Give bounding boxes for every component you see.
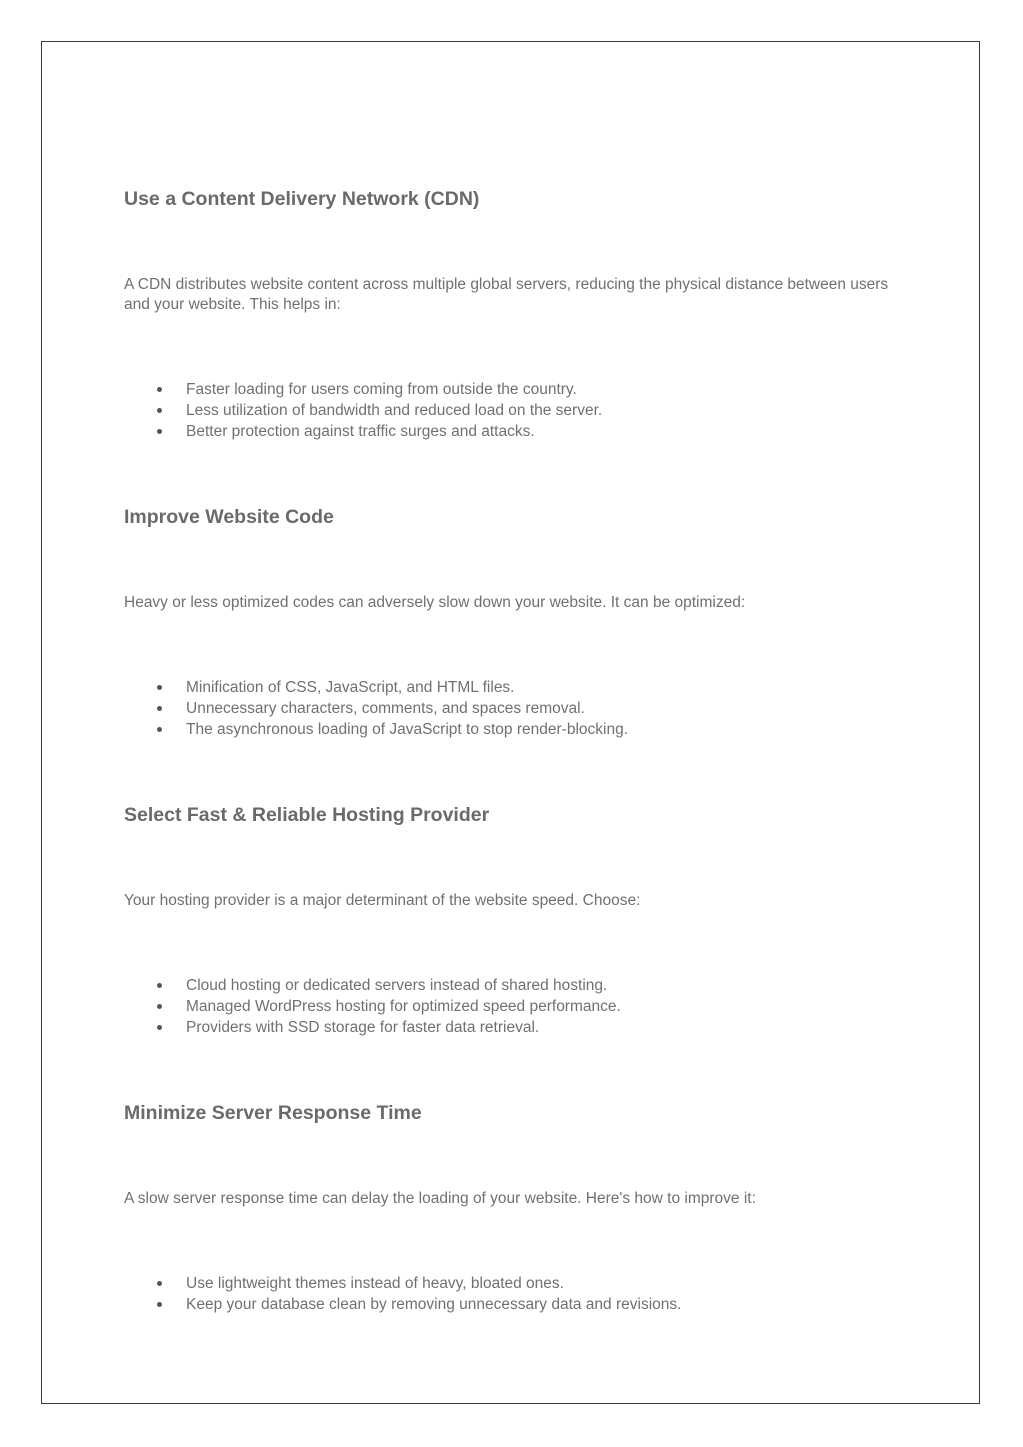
bullet-icon <box>157 727 162 732</box>
heading-hosting: Select Fast & Reliable Hosting Provider <box>124 804 490 826</box>
list-item: Less utilization of bandwidth and reduced load on the server. <box>124 400 904 421</box>
bullet-icon <box>157 387 162 392</box>
list-item: Unnecessary characters, comments, and spaces removal. <box>124 698 904 719</box>
bullet-list-code <box>124 677 904 741</box>
paragraph-server-response: A slow server response time can delay the loading of your website. Here's how to improve it: <box>124 1190 756 1207</box>
bullet-icon <box>157 1281 162 1286</box>
paragraph-hosting: Your hosting provider is a major determinant of the website speed. Choose: <box>124 892 641 909</box>
heading-cdn: Use a Content Delivery Network (CDN) <box>124 188 480 210</box>
bullet-list-server-response <box>124 1273 904 1315</box>
bullet-list-cdn <box>124 379 904 443</box>
paragraph-code: Heavy or less optimized codes can adversely slow down your website. It can be optimized: <box>124 594 746 611</box>
list-item: The asynchronous loading of JavaScript to stop render-blocking. <box>124 719 904 740</box>
bullet-icon <box>157 408 162 413</box>
list-item: Cloud hosting or dedicated servers instead of shared hosting. <box>124 975 904 996</box>
list-item: Keep your database clean by removing unnecessary data and revisions. <box>124 1294 904 1315</box>
list-item: Use lightweight themes instead of heavy, bloated ones. <box>124 1273 904 1294</box>
list-item: Managed WordPress hosting for optimized speed performance. <box>124 996 904 1017</box>
bullet-icon <box>157 1025 162 1030</box>
bullet-icon <box>157 983 162 988</box>
bullet-list-hosting <box>124 975 904 1039</box>
paragraph-cdn: A CDN distributes website content across multiple global servers, reducing the physical distance between users and your website. This helps in: <box>124 276 889 313</box>
heading-code: Improve Website Code <box>124 506 334 528</box>
heading-server-response: Minimize Server Response Time <box>124 1102 422 1124</box>
list-item: Minification of CSS, JavaScript, and HTML files. <box>124 677 904 698</box>
bullet-icon <box>157 429 162 434</box>
list-item: Providers with SSD storage for faster data retrieval. <box>124 1017 904 1038</box>
list-item: Faster loading for users coming from outside the country. <box>124 379 904 400</box>
bullet-icon <box>157 706 162 711</box>
bullet-icon <box>157 1302 162 1307</box>
bullet-icon <box>157 1004 162 1009</box>
list-item: Better protection against traffic surges and attacks. <box>124 421 904 442</box>
bullet-icon <box>157 685 162 690</box>
